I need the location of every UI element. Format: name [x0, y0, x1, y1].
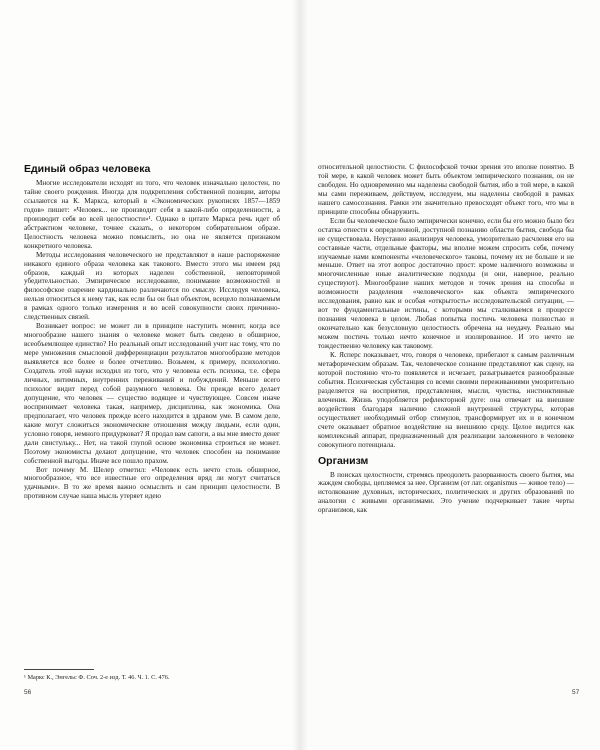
right-text-column — [318, 163, 574, 515]
section-heading-unified-image: Единый образ человека — [24, 163, 151, 175]
right-page — [300, 0, 600, 750]
page-number: 56 — [24, 689, 32, 696]
paragraph: В поисках целостности, стремясь преодолеть разорванность своего бытия, мы жаждем свободы, цепляемся за нее. Организм (от лат. organismus — живое тело) — истолкование духовных, исторических, политических и других образований по аналогии с живыми организмами. Это учение подчеркивает такие черты организмов, как — [318, 470, 574, 515]
section-heading-organism: Организм — [318, 454, 369, 467]
paragraph: Вот почему М. Шелер отметил: «Человек есть нечто столь обширное, многообразное, что все известные его определения вряд ли могут считаться удачными». В то же время важно осмыслить и сам принцип целостности. В противном случае наша мысль утеряет идею — [24, 465, 280, 501]
footnote-divider — [24, 669, 94, 670]
page-number: 57 — [572, 689, 580, 696]
paragraph: Если бы человеческое было эмпирически конечно, если бы его можно было без остатка отнести к определенной, доступной познанию области бытия, свобода бы не существовала. Неустанно анализируя человека, умозрительно расчленяя его на составные части, отдельные факторы, мы вполне можем спросить себя, почему изучаемые нами компоненты «человеческого» таковы, почему их не больше и не меньше. Ответ на этот вопрос достаточно прост: кроме наличного возможны и многочисленные иные аналитические подходы (и они, наверное, реально существуют). Многообразие наших методов и точек зрения на способы и возможности разделения «человеческого» как объекта эмпирического исследования, равно как и особая «открытость» исследовательской ситуации, — вот те фундаментальные истины, с которыми мы сталкиваемся в процессе познания человека в целом. Любая попытка постичь человека полностью и окончательно как безусловную целостность обречена на неудачу. Реально мы можем постичь только нечто конечное и изолированное. И это нечто не тождественно человеку как таковому. — [318, 216, 574, 351]
paragraph: Возникает вопрос: не может ли в принципе наступить момент, когда все многообразие нашего знания о человеке может быть сведено в обширное, всеобъемлющее единство? Но реальный опыт исследований учит нас тому, что по мере умножения смысловой дифференциации результатов многообразие методов выявляется все более и более отчетливо. Возьмем, к примеру, психологию. Создатель этой науки исходил из того, что у человека есть психика, т.е. сфера личных, интимных, внутренних переживаний и побуждений. Меньше всего психолог видит перед собой разумного человека. Он прежде всего делает допущение, что человек — существо водящее и чувствующее. Совсем иначе воспринимает человека такая, например, дисциплина, как экономика. Она предполагает, что человек прежде всего находится в здравом уме. В самом деле, какие могут сложиться экономические отношения между людьми, если один, условно говоря, немного придурковат? Я продал вам сапоги, а вы мне вместо денег дали свистульку... Нет, на такой глупой основе экономика строиться не может. Поэтому экономисты делают допущение, что человек способен на понимание собственной выгоды. Иначе все пошло прахом. — [24, 322, 280, 465]
paragraph: К. Ясперс показывает, что, говоря о человеке, прибегают к самым различным метафорическим образам. Так, человеческое сознание представляют как сцену, на которой постоянно что-то появляется и исчезает, разыгрывается разнообразные события. Психическая субстанция со всеми своими переживаниями умозрительно разделяется на восприятия, представления, мысли, чувства, инстинктивные влечения. Жизнь уподобляется рефлекторной дуге: она отвечает на внешние воздействия благодаря наличию сложной внутренней структуры, которая осуществляет необходимый отбор стимулов, трансформирует их и в конечном счете оказывает обратное воздействие на внешнюю среду. Целое видится как комплексный аппарат, предназначенный для реализации заложенного в человеке совокупного потенциала. — [318, 351, 574, 449]
left-text-column — [24, 163, 280, 501]
book-gutter — [292, 0, 308, 750]
paragraph: Многие исследователи исходят из того, что человек изначально целостен, по тайне своего рождения. Иногда для подкрепления собственной позиции, авторы ссылаются на К. Маркса, который в «Экономических рукописях 1857—1859 годов» пишет: «Человек... не производит себя в какой-либо определенности, а производит себя во всей целостности»¹. Однако в цитате Маркса речь идет об абстрактном человеке, точнее сказать, о некотором собирательном образе. Целостность человека можно помыслить, но она не является признаком конкретного человека. — [24, 179, 280, 250]
footnote: ¹ Маркс К., Энгельс Ф. Соч. 2-е изд. Т. 46. Ч. 1. С. 476. — [24, 674, 170, 681]
paragraph-continuation: относительной целостности. С философской точки зрения это вполне понятно. В той мере, в какой человек может быть объектом эмпирического познания, он не свободен. Но одновременно мы наделены свободой бытия, ибо в той мере, в какой мы сами переживаем, действуем, исследуем, мы наделены свободой в рамках нашего самосознания. Рамки эти значительно превосходят объект того, что мы в принципе способны обнаружить. — [318, 163, 574, 216]
paragraph: Методы исследования человеческого не представляют в наше распоряжение никакого единого образа человека как такового. Вместо этого мы имеем ряд образов, каждый из которых наделен собственной, неповторимой убедительностью. Эмпирическое исследование, понимание возможностей и философское озарение кардинально различаются по смыслу. Исследуя человека, нельзя относиться к нему так, как если бы он был объектом, всецело познаваемым в рамках одного только измерения и во всей совокупности своих причинно-следственных связей. — [24, 250, 280, 322]
